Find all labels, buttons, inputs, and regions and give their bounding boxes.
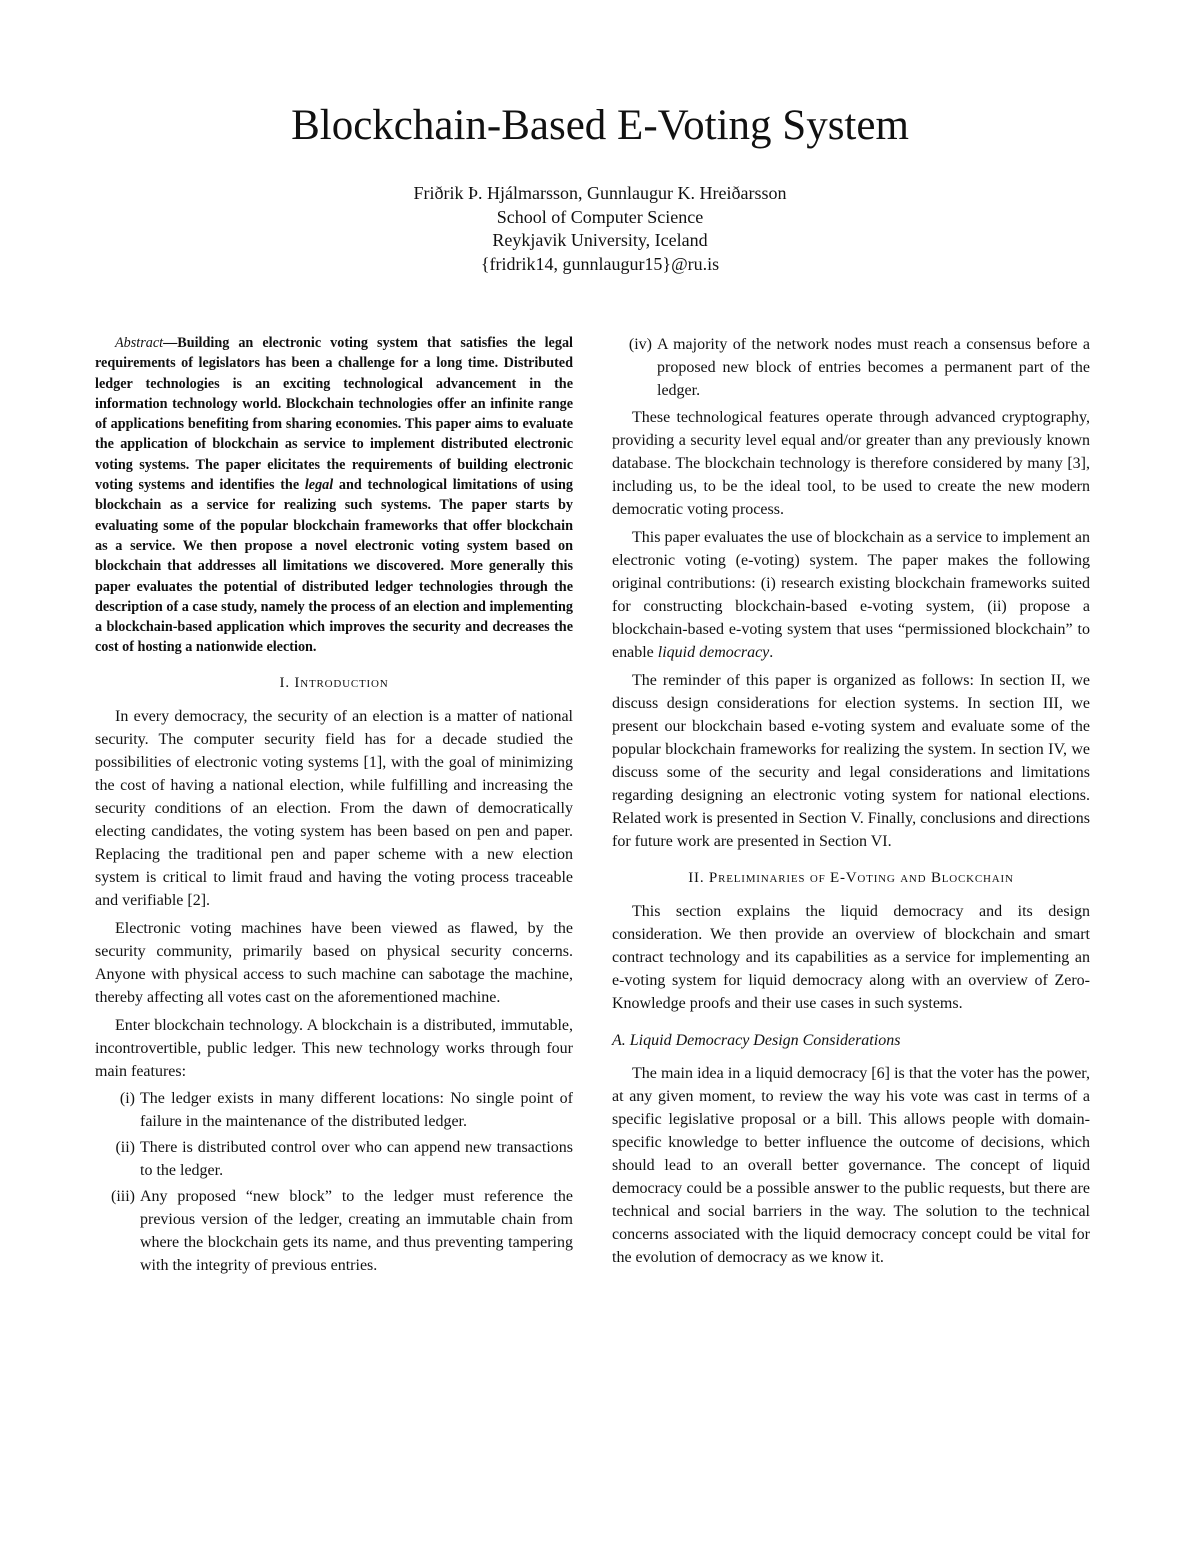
section2-paragraph-2: The main idea in a liquid democracy [6] is that the voter has the power, at any given moment, to review the way his vote was cast in terms of a specific legislative proposal or a bill. This allows people with domain-specific knowledge to better influence the outcome of decisions, which should lead to an overall better governance. The concept of liquid democracy could be a possible answer to the public requests, but there are technical and social barriers in the way. The solution to the technical concerns associated with the liquid democracy concept could be vital for the evolution of democracy as we know it. — [612, 1065, 1090, 1266]
author-names: Friðrik Þ. Hjálmarsson, Gunnlaugur K. Hreiðarsson — [413, 183, 787, 203]
intro-paragraph-6: The reminder of this paper is organized as follows: In section II, we discuss design considerations for election systems. In section III, we present our blockchain based e-voting system and evaluate some of the popular blockchain frameworks for realizing the system. In section IV, we discuss some of the security and legal considerations and limitations regarding designing an electronic voting system for national elections. Related work is presented in Section V. Finally, conclusions and directions for future work are presented in Section VI. — [612, 672, 1090, 850]
intro-paragraph-4: These technological features operate through advanced cryptography, providing a security level equal and/or greater than any previously known database. The blockchain technology is therefore considered by many [3], including us, to be the ideal tool, to be used to create the new modern democratic voting process. — [612, 409, 1090, 518]
intro-paragraph-2: Electronic voting machines have been viewed as flawed, by the security community, primarily based on physical security concerns. Anyone with physical access to such machine can sabotage the machine, thereby affecting all votes cast on the aforementioned machine. — [95, 919, 573, 1006]
author-email: {fridrik14, gunnlaugur15}@ru.is — [480, 253, 720, 274]
list-item-text: There is distributed control over who can append new transactions to the ledger. — [140, 1138, 573, 1179]
section2-paragraph-1: This section explains the liquid democracy and its design consideration. We then provide an overview of blockchain and smart contract technology and its capabilities as a service for implementing an e-voting system for liquid democracy along with an overview of Zero-Knowledge proofs and their use cases in such systems. — [612, 903, 1090, 1012]
intro-paragraph-5-text: This paper evaluates the use of blockchain as a service to implement an electronic voting (e-voting) system. The paper makes the following original contributions: (i) research existing blockchain frameworks suited for constructing blockchain-based e-voting system, (ii) propose a blockchain-based e-voting system that uses “permissioned blockchain” to enable — [612, 529, 1090, 661]
university: Reykjavik University, Iceland — [492, 230, 708, 250]
feature-list — [95, 1087, 573, 1277]
list-item-number: (i) — [119, 1089, 135, 1107]
intro-paragraph-3: Enter blockchain technology. A blockchain is a distributed, immutable, incontrovertible, public ledger. This new technology works through four main features: — [95, 1016, 573, 1080]
abstract-text-1: Building an electronic voting system that satisfies the legal requirements of legislators has been a challenge for a long time. Distributed ledger technologies is an exciting technological advancement in the information technology world. Blockchain technologies offer an infinite range of applications benefiting from sharing economies. This paper aims to evaluate the application of blockchain as service to implement distributed electronic voting systems. The paper elicitates the requirements of building electronic voting systems and identifies the — [95, 335, 573, 494]
abstract-label: Abstract — [115, 335, 164, 351]
list-item-number: (ii) — [115, 1138, 135, 1156]
list-item-number: (iv) — [628, 336, 652, 353]
section-heading-preliminaries: II. Preliminaries of E-Voting and Blockchain — [688, 870, 1014, 886]
right-column — [612, 333, 1090, 1269]
list-item-text: A majority of the network nodes must reach a consensus before a proposed new block of entries becomes a permanent part of the ledger. — [657, 336, 1090, 399]
affiliation: School of Computer Science — [496, 206, 704, 227]
abstract — [95, 333, 573, 658]
left-column — [95, 333, 573, 1281]
list-item — [95, 1185, 573, 1277]
feature-list-continued — [612, 333, 1090, 402]
author-block — [0, 182, 1200, 276]
list-item-number: (iii) — [111, 1187, 135, 1205]
subsection-heading-liquid-democracy: A. Liquid Democracy Design Considerations — [612, 1032, 901, 1049]
list-item — [95, 1136, 573, 1182]
intro-paragraph-5-end: . — [769, 644, 774, 661]
list-item — [95, 1087, 573, 1133]
list-item — [612, 333, 1090, 402]
paper-title: Blockchain-Based E-Voting System — [291, 102, 909, 149]
intro-paragraph-5 — [612, 526, 1090, 664]
abstract-emphasis: legal — [304, 477, 334, 494]
section-heading-introduction: I. Introduction — [279, 674, 389, 691]
list-item-text: Any proposed “new block” to the ledger must reference the previous version of the ledger, creating an immutable chain from where the blockchain gets its name, and thus preventing tampering with the integrity of previous entries. — [140, 1187, 573, 1274]
intro-paragraph-1: In every democracy, the security of an election is a matter of national security. The computer security field has for a decade studied the possibilities of electronic voting systems [1], with the goal of minimizing the cost of having a national election, while fulfilling and increasing the security conditions of an election. From the dawn of democratically electing candidates, the voting system has been based on pen and paper. Replacing the traditional pen and paper scheme with a new election system is critical to limit fraud and having the voting process traceable and verifiable [2]. — [95, 707, 573, 909]
abstract-dash: — — [163, 335, 178, 351]
abstract-text-2: and technological limitations of using blockchain as a service for realizing such systems. The paper starts by evaluating some of the popular blockchain frameworks that offer blockchain as a service. We then propose a novel electronic voting system based on blockchain that addresses all limitations we discovered. More generally this paper evaluates the potential of distributed ledger technologies through the description of a case study, namely the process of an election and implementing a blockchain-based application which improves the security and decreases the cost of hosting a nationwide election. — [95, 477, 573, 656]
liquid-democracy-emphasis: liquid democracy — [657, 644, 770, 661]
list-item-text: The ledger exists in many different locations: No single point of failure in the maintenance of the distributed ledger. — [140, 1089, 573, 1130]
